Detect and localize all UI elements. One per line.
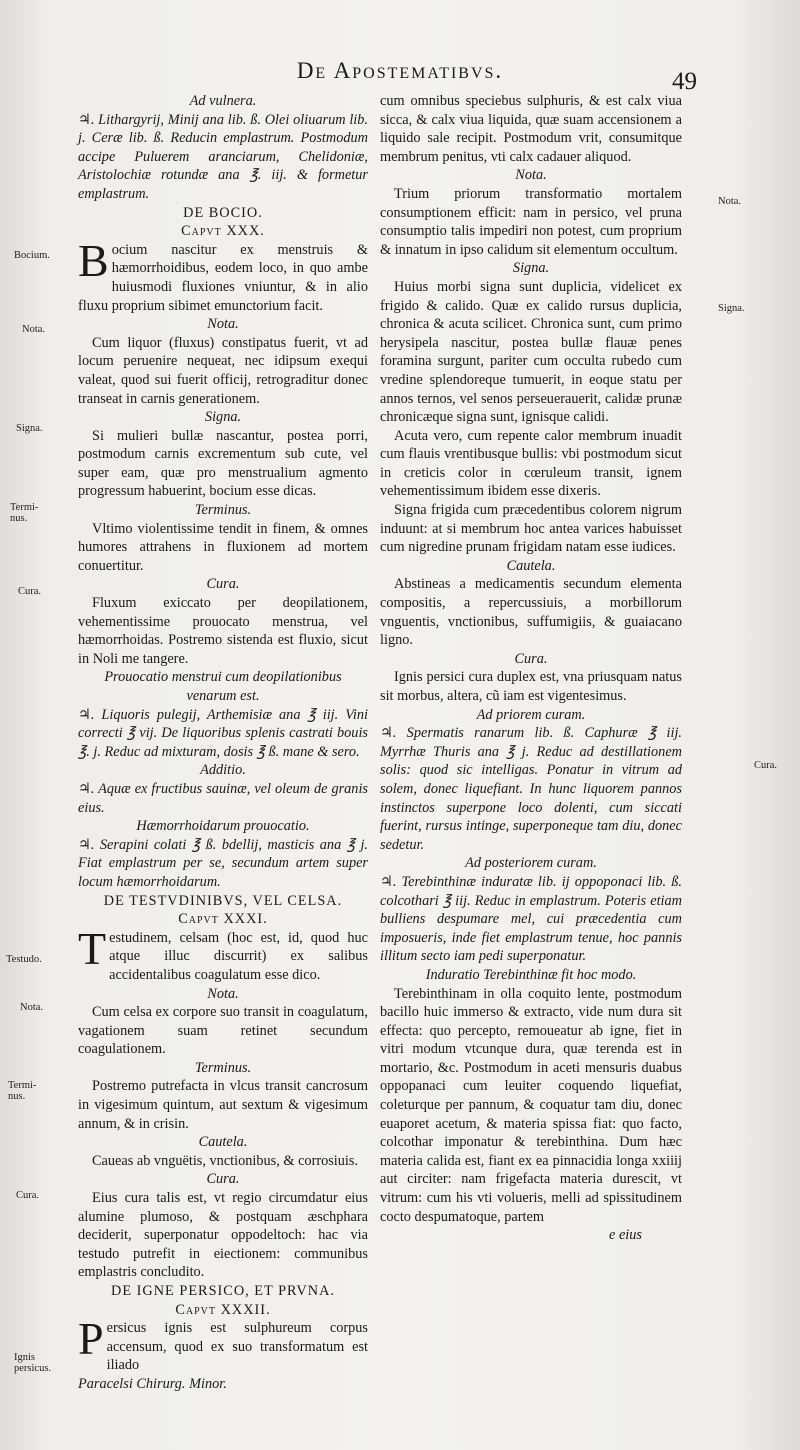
- left-column-paragraph: Cura.: [206, 576, 240, 593]
- left-column-paragraph: Capvt XXXII.: [175, 1301, 271, 1318]
- margin-note-ignis: Ignis persicus.: [14, 1352, 52, 1374]
- right-column-paragraph: Huius morbi signa sunt duplicia, videlicet ex frigido & calido. Quæ ex calido rursus duplicia, chronica & acuta scilicet. Chronica sunt, cum primo herysipela nascitur, postea bullæ flauæ penes foramina surgunt, pariter cum occulta rubedo cum vredine splendoreque tumuerit, in eoque statu per annos ternos, vel senos perseuerauerit, calidæ prunæ chronicæque signa sunt, ignisque calidi.: [380, 278, 682, 426]
- left-column: [78, 92, 368, 1394]
- margin-note-nota: Nota.: [22, 324, 46, 335]
- right-column-paragraph: Signa.: [512, 260, 550, 277]
- right-column-paragraph: Acuta vero, cum repente calor membrum inuadit cum flauis vrentibusque bullis: vbi postmodum sicut in creticis color in cœruleum transit, ignem vehementissimum ibidem esse dixeris.: [380, 427, 682, 500]
- page-number: 49: [672, 68, 697, 95]
- left-column-paragraph: Terminus.: [194, 502, 252, 519]
- right-column-paragraph: Trium priorum transformatio mortalem consumptionem efficit: nam in persico, vel pruna consumptio talis impediri non potest, cum proprium & innatum in ipso calidum sit elementum occultum.: [380, 185, 682, 258]
- margin-note-cura: Cura.: [18, 586, 42, 597]
- left-column-paragraph: Paracelsi Chirurg. Minor.: [78, 1375, 227, 1392]
- margin-note-signa: Signa.: [718, 303, 745, 314]
- margin-note-cura: Cura.: [16, 1190, 40, 1201]
- left-column-paragraph: Nota.: [207, 316, 239, 333]
- left-column-paragraph: Additio.: [200, 762, 246, 779]
- right-column-paragraph: Induratio Terebinthinæ fit hoc modo.: [425, 966, 637, 983]
- left-column-paragraph: DE IGNE PERSICO, ET PRVNA.: [111, 1283, 335, 1299]
- right-column-paragraph: Cautela.: [506, 557, 556, 574]
- right-column-paragraph: ♃. Spermatis ranarum lib. ß. Caphuræ ℥ iij. Myrrhæ Thuris ana ℥ j. Reduc ad destillationem solis: quod sic intelligas. Ponatur in vitrum ad solem, donec liquefiant. In hunc liquorem pannos instinctos superpone loco dolenti, cum siccati fuerint, rursus intinge, superponeque tam diu, donec sedetur.: [380, 725, 682, 853]
- left-column-paragraph: ♃. Aquæ ex fructibus sauinæ, vel oleum de granis eius.: [78, 780, 368, 816]
- left-column-paragraph: Ad vulnera.: [189, 93, 257, 109]
- right-column-paragraph: Cura.: [514, 650, 548, 667]
- margin-note-testudo: Testudo.: [6, 954, 42, 965]
- margin-note-nota: Nota.: [20, 1002, 44, 1013]
- left-column-paragraph: Persicus ignis est sulphureum corpus accensum, quod ex suo transformatum est iliado: [78, 1313, 368, 1374]
- left-column-paragraph: Caueas ab vnguëtis, vnctionibus, & corrosiuis.: [92, 1152, 359, 1169]
- right-column: [380, 92, 682, 1245]
- left-column-paragraph: Nota.: [207, 985, 239, 1002]
- left-column-paragraph: Terminus.: [194, 1059, 252, 1076]
- margin-note-nota: Nota.: [718, 196, 742, 207]
- left-column-paragraph: DE BOCIO.: [183, 204, 263, 221]
- margin-note-signa: Signa.: [16, 423, 43, 434]
- right-column-paragraph: Ignis persici cura duplex est, vna priusquam natus sit morbus, altera, cũ iam est vigentesimus.: [380, 669, 682, 704]
- left-column-paragraph: ♃. Liquoris pulegij, Arthemisiæ ana ℥ iij. Vini correcti ℥ vij. De liquoribus splenis castrati bouis ℥. j. Reduc ad mixturam, dosis ℥ ß. mane & sero.: [78, 706, 368, 760]
- right-column-paragraph: Ad priorem curam.: [476, 706, 586, 723]
- margin-note-cura: Cura.: [754, 760, 778, 771]
- left-column-paragraph: DE TESTVDINIBVS, VEL CELSA.: [103, 892, 343, 909]
- left-column-paragraph: Hæmorrhoidarum prouocatio.: [136, 818, 310, 835]
- left-column-paragraph: ♃. Lithargyrij, Minij ana lib. ß. Olei oliuarum lib. j. Ceræ lib. ß. Reducin emplastrum. Postmodum accipe Puluerem aranciarum, Chelidoniæ, Aristolochiæ rotundæ ana ℥. iij. & formetur emplastrum.: [78, 111, 368, 202]
- margin-note-terminus: Termi- nus.: [10, 502, 39, 524]
- right-column-paragraph: Abstineas a medicamentis secundum elementa compositis, a repercussiuis, a morbillorum vnguentis, vnctionibus, suffumigiis, & guaiacano ligno.: [380, 576, 682, 649]
- left-column-paragraph: Signa.: [204, 409, 242, 426]
- left-column-paragraph: Cum liquor (fluxus) constipatus fuerit, vt ad locum peruenire nequeat, nec idipsum exequi valeat, quod sui fuerit officij, retrograditur donec transeat in carnis generationem.: [78, 334, 368, 407]
- left-column-paragraph: Postremo putrefacta in vlcus transit cancrosum in vigesimum quintum, aut sextum & vigesimum annum, & in crisin.: [78, 1078, 368, 1132]
- running-head: De Apostematibvs.: [296, 58, 504, 83]
- left-column-paragraph: Eius cura talis est, vt regio circumdatur eius alumine plumoso, & postquam æschphara deciderit, superponatur oppodeltoch: hac via testudo putrefit in eiectionem: communibus emplastris concludito.: [78, 1190, 368, 1281]
- left-column-paragraph: Testudinem, celsam (hoc est, id, quod huc atque illuc discurrit) ex salibus accidentalibus coagulatum esse dico.: [78, 922, 368, 983]
- right-column-paragraph: Nota.: [515, 167, 547, 184]
- margin-note-terminus: Termi- nus.: [8, 1080, 37, 1102]
- left-column-paragraph: Fluxum exiccato per deopilationem, vehementissime prouocato menstrua, vel hæmorrhoidas. Postremo sistenda est fluxio, sicut in Noli me tangere.: [78, 595, 368, 667]
- left-column-paragraph: Capvt XXXI.: [178, 911, 268, 928]
- right-column-paragraph: Terebinthinam in olla coquito lente, postmodum bacillo huic immerso & extracto, vide num dura sit effecta: quo percepto, remoueatur ab igne, fiet in vitri modum vtcunque dura, quæ terenda est in mortario, &c. Postmodum in aceti mensuris duabus oppopanaci cum leuiter coquendo liquefiat, coleturque per pannum, & coquatur tam diu, donec euaporet acetum, & materia spissa fiat: quo facto, colcothar imponatur & terebinthina. Dum hæc materia calida est, fiant ex ea pinnacidia longa xxiiij aut circiter: nam frigefacta materia durescit, vt vitrum: cum his vti volueris, melli ad spissitudinem cocto despumatoque, partem: [380, 985, 682, 1225]
- left-column-paragraph: ♃. Serapini colati ℥ ß. bdellij, masticis ana ℥ j. Fiat emplastrum per se, secundum artem super locum hæmorrhoidarum.: [78, 836, 368, 890]
- right-column-paragraph: cum omnibus speciebus sulphuris, & est calx viua sicca, & calx viua liquida, quæ suam accensionem a liquido sale recipit. Postmodum vrit, consumitque membrum penitus, vti calx cadauer aliquod.: [380, 93, 682, 165]
- margin-note-bocium: Bocium.: [14, 250, 50, 261]
- left-column-paragraph: Bocium nascitur ex menstruis & hæmorrhoidibus, eodem loco, in quo ambe huiusmodi fluxiones vniuntur, & in alio fluxu proprium sibimet emunctorium facit.: [78, 234, 368, 314]
- left-column-paragraph: Prouocatio menstrui cum deopilationibus venarum est.: [104, 669, 342, 704]
- left-column-paragraph: Si mulieri bullæ nascantur, postea porri, postmodum carnis excrementum sub cute, vel super eam, quæ pro menstrualium agmento progressum habuerint, bocium esse dicas.: [78, 427, 368, 500]
- left-column-paragraph: Capvt XXX.: [181, 223, 265, 240]
- right-column-paragraph: Signa frigida cum præcedentibus colorem nigrum induunt: at si membrum hoc antea varices habuisset cum nigredine prunam frigidam natam esse iudices.: [380, 502, 682, 556]
- left-column-paragraph: Vltimo violentissime tendit in finem, & omnes humores attrahens in fluxionem ad mortem conuertitur.: [78, 520, 368, 574]
- left-column-paragraph: Cum celsa ex corpore suo transit in coagulatum, vagationem suam retinet secundum coagulationem.: [78, 1004, 368, 1058]
- right-column-paragraph: e eius: [609, 1227, 642, 1244]
- right-column-paragraph: Ad posteriorem curam.: [465, 855, 597, 872]
- left-column-paragraph: Cura.: [206, 1171, 240, 1188]
- left-column-paragraph: Cautela.: [198, 1134, 248, 1151]
- right-column-paragraph: ♃. Terebinthinæ induratæ lib. ij oppoponaci lib. ß. colcothari ℥ iij. Reduc in emplastrum. Poteris etiam bulliens despumare mel, cui præcedentia cum imposueris, inde fiet emplastrum tenue, hoc pannis illitum secto iam pedi superponatur.: [380, 873, 682, 965]
